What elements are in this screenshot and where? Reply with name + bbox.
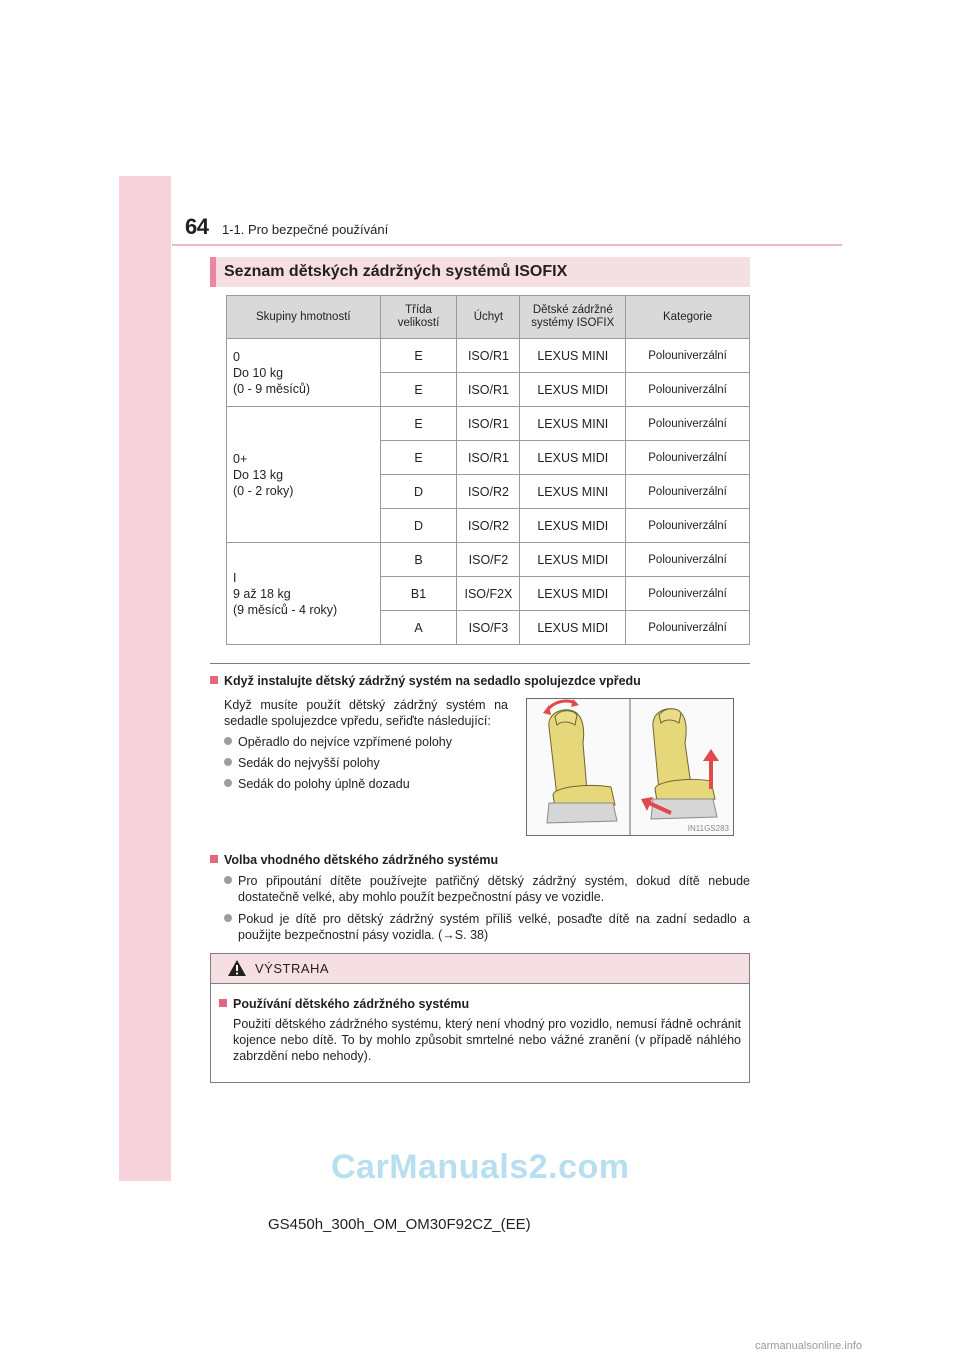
size-cell: D (380, 509, 457, 543)
size-cell: E (380, 407, 457, 441)
size-cell: E (380, 441, 457, 475)
isofix-table (226, 295, 750, 645)
fixture-cell: ISO/F3 (457, 611, 520, 645)
round-bullet-icon (224, 737, 232, 745)
category-cell: Polouniverzální (626, 407, 750, 441)
system-cell: LEXUS MIDI (520, 577, 626, 611)
seat-adjustment-illustration (526, 698, 734, 836)
system-cell: LEXUS MIDI (520, 509, 626, 543)
system-cell: LEXUS MIDI (520, 543, 626, 577)
square-bullet-icon (210, 855, 218, 863)
table-row (227, 339, 750, 373)
square-bullet-icon (210, 676, 218, 684)
category-cell: Polouniverzální (626, 373, 750, 407)
weight-group-0: 0 Do 10 kg (0 - 9 měsíců) (227, 339, 381, 407)
fixture-cell: ISO/R2 (457, 475, 520, 509)
size-cell: B (380, 543, 457, 577)
table-row (227, 407, 750, 441)
round-bullet-icon (224, 876, 232, 884)
seat-adjustment-drawing (527, 699, 733, 835)
system-cell: LEXUS MIDI (520, 611, 626, 645)
weight-group-1: I 9 až 18 kg (9 měsíců - 4 roky) (227, 543, 381, 645)
fixture-cell: ISO/R1 (457, 339, 520, 373)
category-cell: Polouniverzální (626, 543, 750, 577)
round-bullet-icon (224, 758, 232, 766)
category-cell: Polouniverzální (626, 509, 750, 543)
table-row (227, 543, 750, 577)
chapter-sidebar-tab (119, 176, 171, 1181)
seat-right-icon (641, 709, 719, 819)
warning-text: Použití dětského zádržného systému, který není vhodný pro vozidlo, nemusí řádně ochránit kojence nebo dítě. To by mohlo způsobit smrtelné nebo vážné zranění (v případě náhlého zabrzdění nebo nehody). (233, 1017, 741, 1063)
size-cell: E (380, 339, 457, 373)
warning-subheading: Používání dětského zádržného systému (219, 997, 469, 1011)
fixture-cell: ISO/F2X (457, 577, 520, 611)
selection-heading: Volba vhodného dětského zádržného systému (210, 853, 498, 867)
warning-box (210, 953, 750, 1083)
document-code: GS450h_300h_OM_OM30F92CZ_(EE) (268, 1216, 531, 1233)
list-item: Sedák do polohy úplně dozadu (224, 776, 410, 792)
system-cell: LEXUS MINI (520, 339, 626, 373)
list-item: Opěradlo do nejvíce vzpřímené polohy (224, 734, 452, 750)
list-item: Pokud je dítě pro dětský zádržný systém příliš velké, posaďte dítě na zadní sedadlo a použijte bezpečnostní pásy vozidla. (→S. 38) (224, 911, 750, 943)
watermark: CarManuals2.com (331, 1148, 630, 1186)
category-cell: Polouniverzální (626, 441, 750, 475)
square-bullet-icon (219, 999, 227, 1007)
category-cell: Polouniverzální (626, 339, 750, 373)
weight-group-0-plus: 0+ Do 13 kg (0 - 2 roky) (227, 407, 381, 543)
category-cell: Polouniverzální (626, 611, 750, 645)
fixture-cell: ISO/R1 (457, 407, 520, 441)
image-code: IN11GS283 (687, 824, 729, 833)
fixture-cell: ISO/F2 (457, 543, 520, 577)
section-divider (210, 663, 750, 664)
list-item: Pro připoutání dítěte používejte patřičný dětský zádržný systém, dokud dítě nebude dostatečně velké, aby mohlo použít bezpečnostní pásy ve vozidle. (224, 873, 750, 905)
col-category: Kategorie (626, 296, 750, 339)
section-heading: 1-1. Pro bezpečné používání (222, 222, 389, 237)
watermark-secondary: carmanualsonline.info (755, 1340, 863, 1352)
warning-label: VÝSTRAHA (255, 961, 330, 976)
size-cell: A (380, 611, 457, 645)
system-cell: LEXUS MINI (520, 475, 626, 509)
warning-triangle-icon (227, 959, 247, 977)
col-isofix-systems: Dětské zádržné systémy ISOFIX (520, 296, 626, 339)
warning-header (211, 954, 749, 984)
round-bullet-icon (224, 779, 232, 787)
category-cell: Polouniverzální (626, 577, 750, 611)
fixture-cell: ISO/R1 (457, 441, 520, 475)
front-seat-heading: Když instalujte dětský zádržný systém na sedadlo spolujezdce vpředu (210, 674, 641, 688)
size-cell: E (380, 373, 457, 407)
size-cell: B1 (380, 577, 457, 611)
fixture-cell: ISO/R2 (457, 509, 520, 543)
col-size-class: Třída velikostí (380, 296, 457, 339)
table-header-row (227, 296, 750, 339)
header-divider (172, 244, 842, 246)
front-seat-intro: Když musíte použít dětský zádržný systém na sedadle spolujezdce vpředu, seřiďte následující: (224, 698, 508, 728)
system-cell: LEXUS MINI (520, 407, 626, 441)
list-item: Sedák do nejvyšší polohy (224, 755, 380, 771)
size-cell: D (380, 475, 457, 509)
col-fixture: Úchyt (457, 296, 520, 339)
page-number: 64 (185, 214, 209, 239)
fixture-cell: ISO/R1 (457, 373, 520, 407)
category-cell: Polouniverzální (626, 475, 750, 509)
system-cell: LEXUS MIDI (520, 441, 626, 475)
round-bullet-icon (224, 914, 232, 922)
isofix-list-title: Seznam dětských zádržných systémů ISOFIX (210, 257, 750, 287)
system-cell: LEXUS MIDI (520, 373, 626, 407)
col-weight-groups: Skupiny hmotností (227, 296, 381, 339)
seat-left-icon (543, 699, 617, 823)
